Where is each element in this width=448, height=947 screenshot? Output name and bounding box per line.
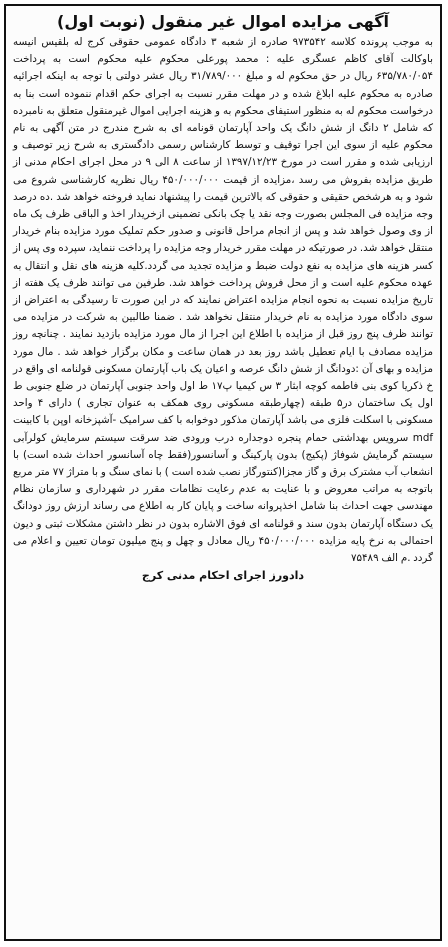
legal-notice (4, 4, 442, 941)
notice-body (13, 34, 433, 567)
notice-signature: دادورز اجرای احکام مدنی کرج (141, 569, 305, 583)
notice-text: به موجب پرونده کلاسه ۹۷۳۵۴۲ صادره از شعبه ۳ دادگاه عمومی حقوقی کرج له بلقیس انیسه باوکالت آقای کاظم عسگری علیه : محمد پورعلی محکوم علیه محکوم است به پرداخت ۶۳۵/۷۸۰/۰۵۴ ریال در حق محکوم له و مبلغ ۳۱/۷۸۹/۰۰۰ ریال عشر دولتی با توجه به اینکه اجرائیه صادره به محکوم علیه ابلاغ شده و در مهلت مقرر نسبت به اجرای حکم اقدام ننموده است بنا به درخواست محکوم له به منظور استیفای محکوم به و هزینه اجرایی اموال غیرمنقول متعلق به نامبرده که شامل ۲ دانگ از شش دانگ یک واحد آپارتمان قونامه ای به شرح مندرج در متن آگهی به نام محکوم علیه از سوی این اجرا توقیف و توسط کارشناس رسمی دادگستری به شرح زیر توصیف و ارزیابی شده و مقرر است در مورخ ۱۳۹۷/۱۲/۲۳ از ساعت ۸ الی ۹ در محل اجرای احکام مدنی از طریق مزایده بفروش می رسد ،مزایده از قیمت ۴۵۰/۰۰۰/۰۰۰ ریال نظریه کارشناسی شروع می شود و به هرشخص حقیقی و حقوقی که بالاترین قیمت را پیشنهاد نماید فروخته خواهد شد .ده درصد وجه مزایده فی المجلس بصورت وجه نقد یا چک بانکی تضمینی ازخریدار اخذ و الباقی ظرف یک ماه از وی وصول خواهد شد و پس از انجام مراحل قانونی و صدور حکم تملیک مورد مزایده بنام خریدار منتقل خواهد شد. در صورتیکه در مهلت مقرر خریدار وجه مزایده را پرداخت ننماید، سپرده وی پس از کسر هزینه های مزایده به نفع دولت ضبط و مزایده تجدید می گردد.کلیه هزینه های نقل و انتقال به عهده محکوم علیه است و از محل فروش پرداخت خواهد شد. طرفین می توانند ظرف یک هفته از تاریخ مزایده نسبت به نحوه انجام مزایده اعتراض نمایند که در این صورت تا رسیدگی به اعتراض از سوی دادگاه مورد مزایده به نام خریدار منتقل نخواهد شد . ضمنا طالبین به شرکت در مزایده می توانند ظرف پنج روز قبل از مزایده با اطلاع این اجرا از مال مورد مزایده بازدید نمایند . چنانچه روز مزایده مصادف با ایام تعطیل باشد روز بعد در همان ساعت و مکان برگزار خواهد شد . مال مورد مزایده و بهای آن :دودانگ از شش دانگ عرصه و اعیان یک باب آپارتمان مسکونی قولنامه ای واقع در خ ذکریا کوی بنی فاطمه کوچه ابثار ۳ س کیمیا پ۱۷ ط اول واحد جنوبی آپارتمان در ضلع جنوبی ط اول یک ساختمان در۵ طبقه (چهارطبقه مسکونی روی همکف به عنوان تجاری ) دارای ۴ واحد مسکونی با اسکلت فلزی می باشد آپارتمان مذکور دوخوابه با کف سرامیک -آشپزخانه اوپن با کابینت mdf سرویس بهداشتی حمام پنجره دوجداره درب ورودی ضد سرقت سیستم سرمایش کولرآبی سیستم گرمایش شوفاژ (پکیج) بدون پارکینگ و آسانسور(فقط چاه آسانسور احداث شده است) با انشعاب آب مشترک برق و گاز مجزا(کنتورگاز نصب شده است ) با نمای سنگ و با متراژ ۷۷ متر مربع باتوجه به مراتب معروض و با عنایت به عدم رعایت نظامات مقرر در شهرداری و سازمان نظام مهندسی جهت احداث بنا شامل اخذپروانه ساخت و پایان کار به اطلاع می رساند ارزش روز دودانگ یک دستگاه آپارتمان بدون سند و قولنامه ای فوق الاشاره بدون در نظر داشتن مشکلات ثبتی و دیون احتمالی به نرخ پایه مزایده ۴۵۰/۰۰۰/۰۰۰ ریال معادل و چهل و پنج میلیون تومان تعیین و اعلام می گردد .م الف ۷۵۴۸۹ (13, 36, 434, 565)
notice-title: آگهی مزایده اموال غیر منقول (نوبت اول) (57, 12, 389, 31)
